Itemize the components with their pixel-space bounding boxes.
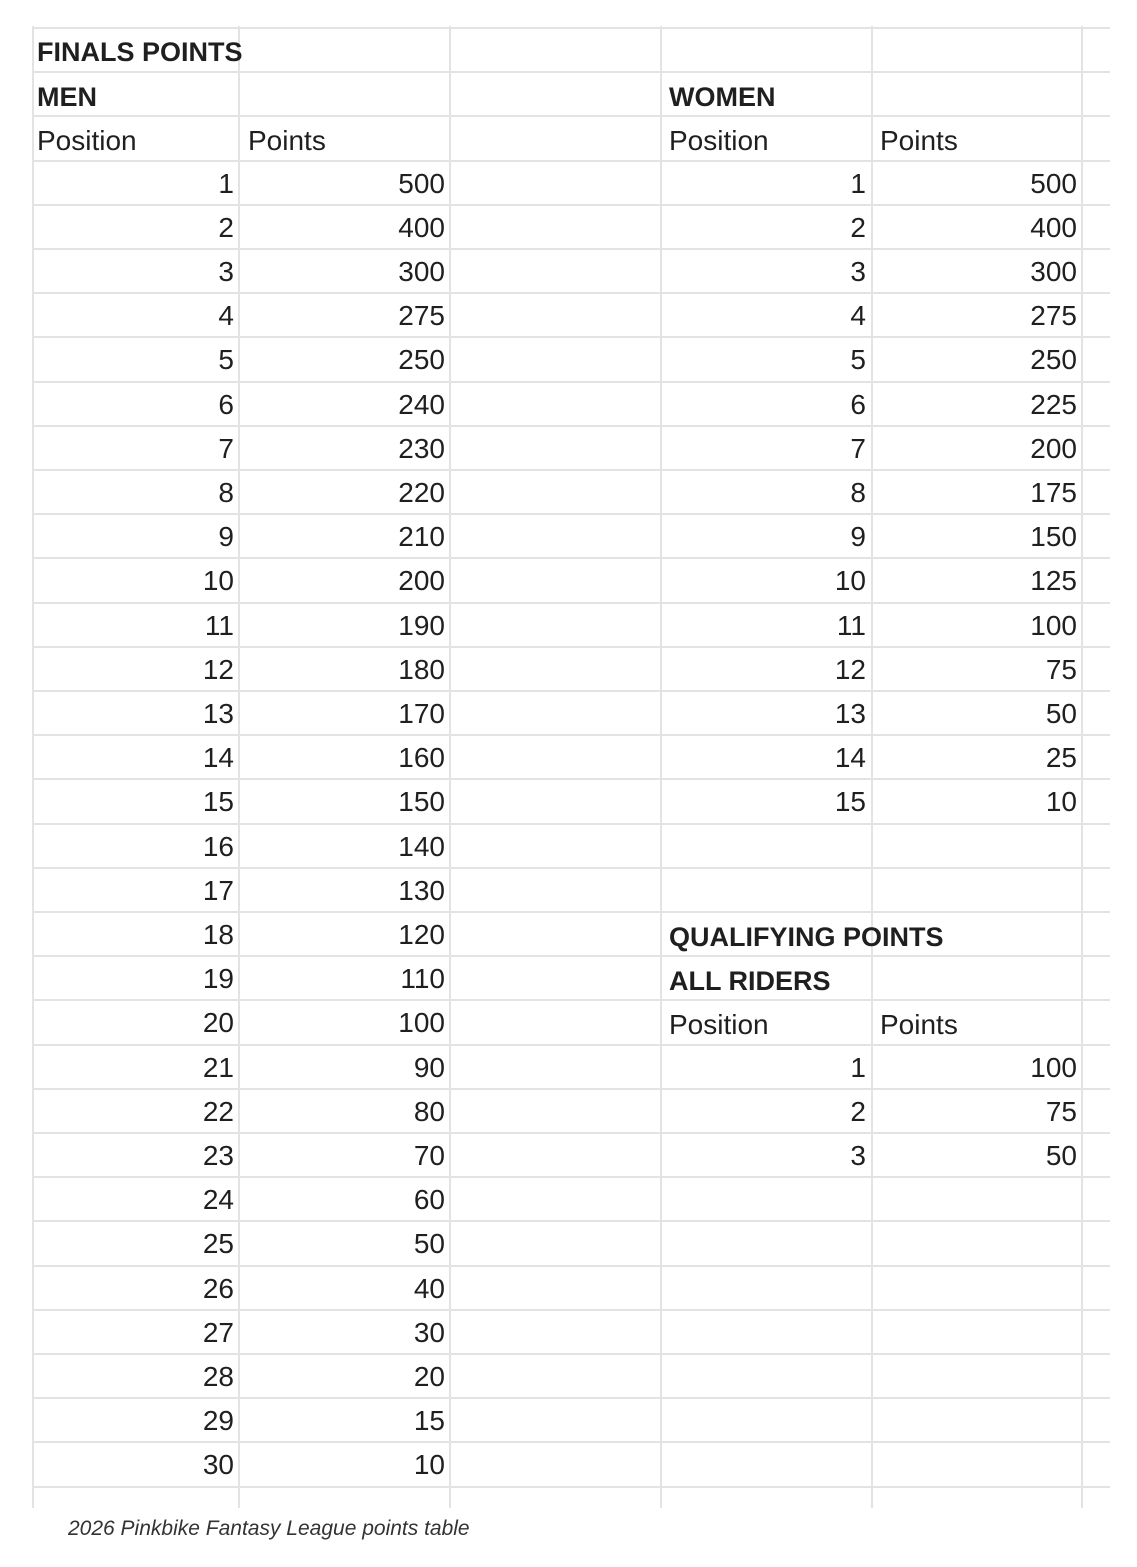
men-points-cell: 140	[398, 830, 445, 862]
men-points-cell: 250	[398, 344, 445, 376]
men-position-cell: 11	[204, 609, 234, 641]
grid-column-line	[1081, 26, 1083, 1508]
qualifying-points-title: QUALIFYING POINTS	[669, 922, 944, 952]
women-position-cell: 12	[834, 653, 866, 685]
men-position-cell: 5	[218, 344, 234, 376]
men-points-cell: 20	[413, 1361, 445, 1392]
women-points-cell: 125	[1030, 565, 1077, 597]
men-position-cell: 8	[218, 477, 234, 508]
men-points-cell: 100	[398, 1007, 445, 1039]
men-position-cell: 7	[218, 432, 234, 464]
women-points-cell: 225	[1030, 388, 1077, 420]
women-position-cell: 1	[850, 167, 866, 199]
men-position-cell: 14	[202, 742, 234, 774]
women-position-cell: 2	[850, 211, 866, 243]
grid-column-line	[238, 26, 240, 1508]
women-points-cell: 25	[1045, 742, 1077, 774]
men-points-header: Points	[248, 125, 326, 156]
men-position-header: Position	[37, 125, 137, 156]
women-points-cell: 75	[1045, 653, 1077, 685]
men-position-cell: 24	[202, 1184, 234, 1216]
women-position-cell: 11	[836, 609, 866, 641]
men-points-cell: 10	[413, 1449, 445, 1481]
women-points-cell: 100	[1030, 609, 1077, 641]
men-points-cell: 220	[398, 477, 445, 508]
men-points-cell: 50	[413, 1228, 445, 1260]
men-position-cell: 1	[218, 167, 234, 199]
men-position-cell: 3	[218, 256, 234, 287]
all-riders-heading: ALL RIDERS	[669, 966, 831, 996]
men-points-cell: 60	[413, 1184, 445, 1216]
men-points-cell: 180	[398, 653, 445, 685]
women-position-cell: 4	[850, 300, 866, 332]
women-points-cell: 150	[1030, 521, 1077, 553]
qualifying-position-header: Position	[669, 1009, 769, 1040]
men-points-cell: 240	[398, 388, 445, 420]
men-points-cell: 40	[413, 1272, 445, 1304]
men-points-cell: 150	[398, 786, 445, 818]
men-position-cell: 27	[202, 1316, 234, 1348]
men-position-cell: 18	[202, 919, 234, 950]
grid-row-line	[32, 27, 1110, 29]
grid-column-line	[32, 26, 34, 1508]
men-position-cell: 16	[202, 830, 234, 862]
women-points-cell: 200	[1030, 432, 1077, 464]
men-points-cell: 70	[413, 1140, 445, 1171]
men-position-cell: 22	[202, 1095, 234, 1127]
figure-caption: 2026 Pinkbike Fantasy League points table	[68, 1517, 470, 1540]
men-points-cell: 210	[398, 521, 445, 553]
women-position-cell: 13	[834, 698, 866, 729]
men-position-cell: 20	[202, 1007, 234, 1039]
men-position-cell: 15	[202, 786, 234, 818]
women-position-cell: 7	[850, 432, 866, 464]
men-position-cell: 30	[202, 1449, 234, 1481]
men-position-cell: 10	[202, 565, 234, 597]
qualifying-points-cell: 100	[1030, 1051, 1077, 1083]
grid-row-line	[32, 115, 1110, 117]
men-position-cell: 12	[202, 653, 234, 685]
women-position-cell: 15	[834, 786, 866, 818]
men-points-cell: 500	[398, 167, 445, 199]
women-position-header: Position	[669, 125, 769, 156]
men-position-cell: 4	[218, 300, 234, 332]
women-position-cell: 5	[850, 344, 866, 376]
women-position-cell: 8	[850, 477, 866, 508]
women-position-cell: 3	[850, 256, 866, 287]
women-points-cell: 10	[1045, 786, 1077, 818]
women-points-cell: 500	[1030, 167, 1077, 199]
men-position-cell: 25	[202, 1228, 234, 1260]
qualifying-position-cell: 1	[850, 1051, 866, 1083]
qualifying-points-cell: 75	[1045, 1095, 1077, 1127]
men-points-cell: 275	[398, 300, 445, 332]
women-points-cell: 50	[1045, 698, 1077, 729]
men-points-cell: 110	[400, 963, 445, 995]
women-points-cell: 275	[1030, 300, 1077, 332]
men-points-cell: 15	[413, 1405, 445, 1437]
women-heading: WOMEN	[669, 82, 776, 112]
women-position-cell: 9	[850, 521, 866, 553]
men-heading: MEN	[37, 82, 97, 112]
men-points-cell: 190	[398, 609, 445, 641]
grid-column-line	[871, 26, 873, 1508]
men-position-cell: 17	[202, 874, 234, 906]
qualifying-position-cell: 3	[850, 1140, 866, 1171]
men-position-cell: 13	[202, 698, 234, 729]
women-points-cell: 175	[1030, 477, 1077, 508]
qualifying-position-cell: 2	[850, 1095, 866, 1127]
men-points-cell: 120	[398, 919, 445, 950]
men-position-cell: 26	[202, 1272, 234, 1304]
men-points-cell: 90	[413, 1051, 445, 1083]
men-position-cell: 19	[202, 963, 234, 995]
men-position-cell: 9	[218, 521, 234, 553]
men-position-cell: 21	[202, 1051, 234, 1083]
men-position-cell: 29	[202, 1405, 234, 1437]
men-position-cell: 6	[218, 388, 234, 420]
women-position-cell: 6	[850, 388, 866, 420]
finals-points-title: FINALS POINTS	[37, 37, 243, 67]
men-points-cell: 130	[398, 874, 445, 906]
grid-column-line	[660, 26, 662, 1508]
men-position-cell: 2	[218, 211, 234, 243]
women-points-cell: 300	[1030, 256, 1077, 287]
women-points-cell: 250	[1030, 344, 1077, 376]
women-points-header: Points	[880, 125, 958, 156]
men-points-cell: 30	[413, 1316, 445, 1348]
men-points-cell: 200	[398, 565, 445, 597]
grid-column-line	[449, 26, 451, 1508]
men-position-cell: 28	[202, 1361, 234, 1392]
men-points-cell: 160	[398, 742, 445, 774]
men-points-cell: 80	[413, 1095, 445, 1127]
men-points-cell: 400	[398, 211, 445, 243]
qualifying-points-header: Points	[880, 1009, 958, 1040]
men-points-cell: 170	[398, 698, 445, 729]
women-position-cell: 10	[834, 565, 866, 597]
qualifying-points-cell: 50	[1045, 1140, 1077, 1171]
men-points-cell: 300	[398, 256, 445, 287]
men-position-cell: 23	[202, 1140, 234, 1171]
men-points-cell: 230	[398, 432, 445, 464]
women-position-cell: 14	[834, 742, 866, 774]
women-points-cell: 400	[1030, 211, 1077, 243]
